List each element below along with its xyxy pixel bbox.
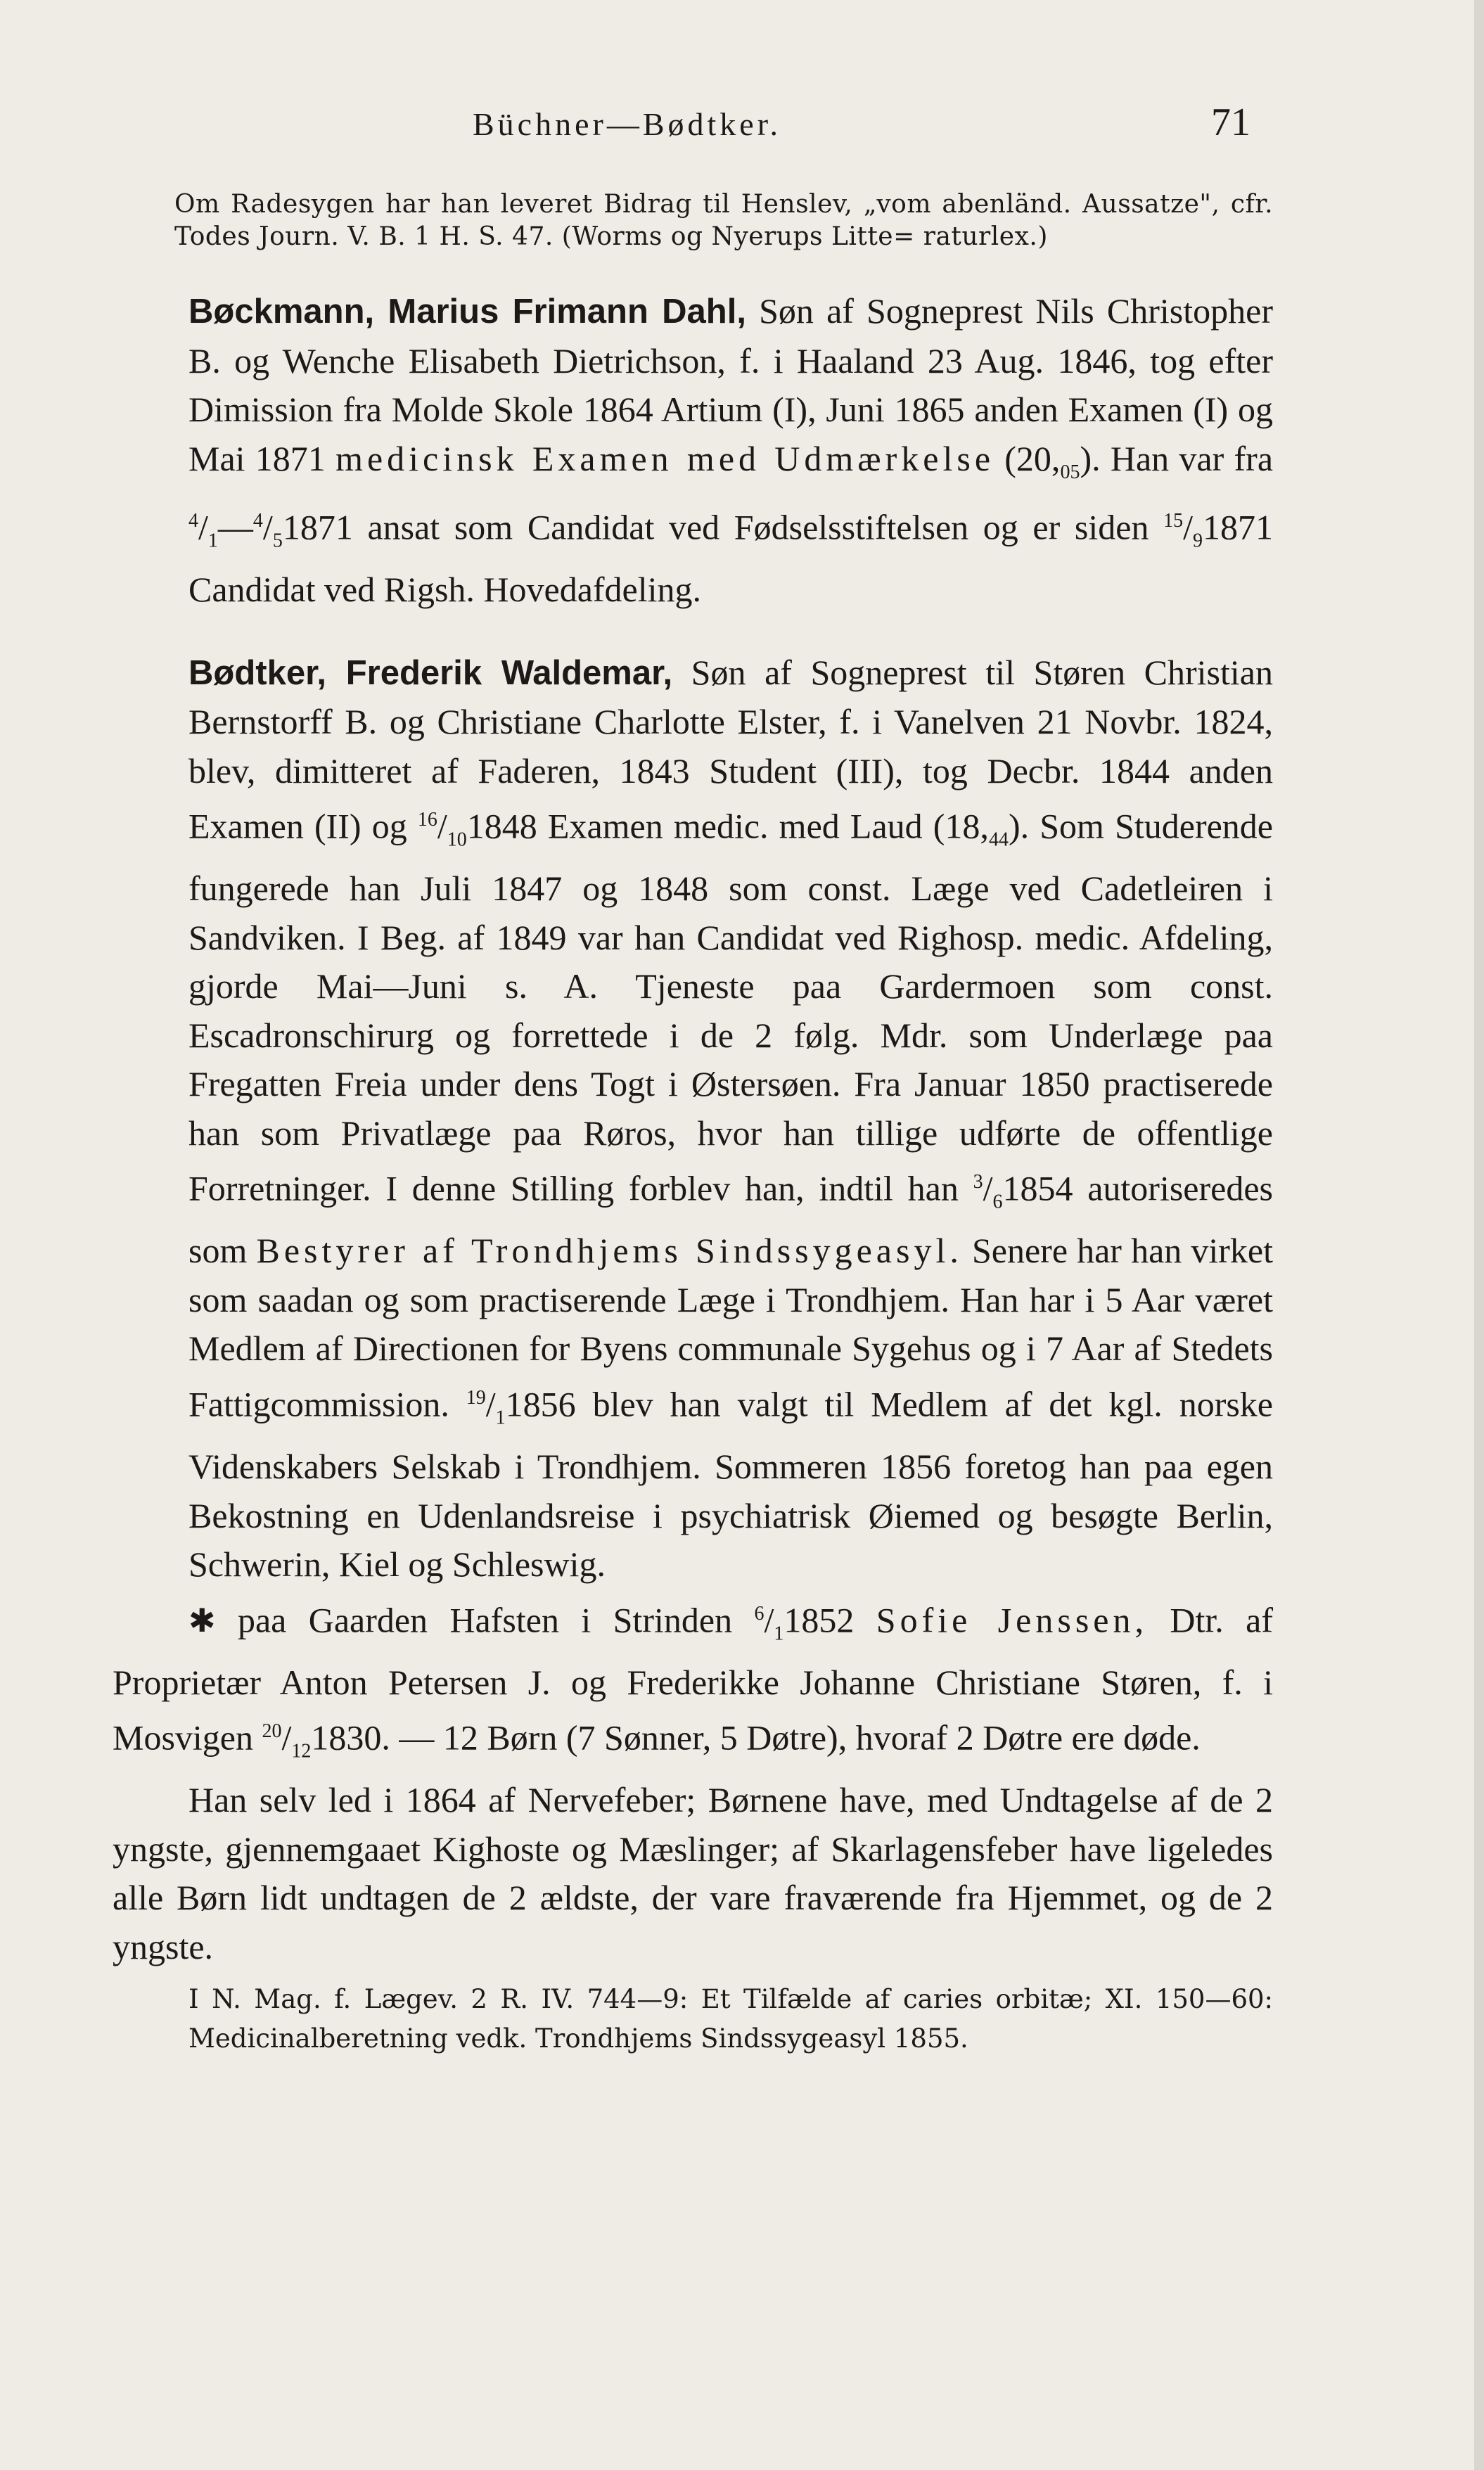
grade-subscript: 05 [1060, 461, 1080, 483]
date-fraction-den: 1 [207, 530, 218, 552]
running-head: Büchner—Bødtker. [473, 106, 781, 142]
date-fraction-den: 5 [272, 530, 283, 552]
entry-bockmann [113, 287, 1273, 615]
date-fraction-num: 19 [466, 1386, 486, 1409]
fraktur-text: Aussatze", cfr. Todes Journ. V. B. 1 H. S. 47. (Worms og Nyerups Litte= [174, 190, 1274, 251]
page-body [113, 188, 1273, 2059]
spouse-name: Sofie Jenssen, [876, 1600, 1148, 1640]
entry-headword: Bøckmann, Marius Frimann Dahl, [188, 293, 746, 331]
date-fraction-den: 12 [291, 1740, 312, 1762]
page-header [0, 101, 1484, 162]
date-fraction-num: 4 [252, 510, 263, 532]
marriage-paragraph: ✱ paa Gaarden Hafsten i Strinden $^6/_11852$ Sofie Jenssen, Dtr. af Proprietær Anton Petersen J. og Frederikke Johanne Christiane Støren, f. i Mosvigen $^{20}/_{12}1830$. — 12 Børn (7 Sønner, 5 Døtre), hvoraf 2 Døtre ere døde. [113, 1600, 1274, 1762]
fraktur-text: raturlex.) [923, 222, 1048, 251]
emphasized-text: Bestyrer af Trondhjems Sindssygeasyl. [256, 1231, 963, 1271]
date-fraction-num: 16 [417, 809, 437, 831]
date-fraction-den: 9 [1193, 530, 1203, 552]
date-fraction-num: 3 [973, 1171, 983, 1194]
date-fraction-den: 10 [447, 828, 467, 851]
entry-paragraph: Bødtker, Frederik Waldemar, Søn af Sogneprest til Støren Christian Bernstorff B. og Christiane Charlotte Elster, f. i Vanelven 21 Novbr. 1824, blev, dimitteret af Faderen, 1843 Student (III), tog Decbr. 1844 anden Examen (II) og $^{16}/_{10}1848$ Examen medic. med Laud $(18,_{44})$. Som Studerende fungerede han Juli 1847 og 1848 som const. Læge ved Cadetleiren i Sandviken. I Beg. af 1849 var han Candidat ved Righosp. medic. Afdeling, gjorde Mai—Juni s. A. Tjeneste paa Gardermoen som const. Escadronschirurg og forrettede i de 2 følg. Mdr. som Underlæge paa Fregatten Freia under dens Togt i Østersøen. Fra Januar 1850 practiserede han som Privatlæge paa Røros, hvor han tillige udførte de offentlige Forretninger. I denne Stilling forblev han, indtil han $^3/_61854$ autoriseredes som Bestyrer af Trondhjems Sindssygeasyl. Senere har han virket som saadan og som practiserende Læge i Trondhjem. Han har i 5 Aar været Medlem af Directionen for Byens communale Sygehus og i 7 Aar af Stedets Fattigcommission. $^{19}/_11856$ blev han valgt til Medlem af det kgl. norske Videnskabers Selskab i Trondhjem. Sommeren 1856 foretog han paa egen Bekostning en Udenlandsreise i psychiatrisk Øiemed og besøgte Berlin, Schwerin, Kiel og Schleswig. [188, 652, 1274, 1585]
date-fraction-den: 6 [992, 1191, 1003, 1213]
date-fraction-num: 4 [188, 510, 198, 532]
date-fraction-den: 1 [495, 1407, 506, 1429]
entry-paragraph: Bøckmann, Marius Frimann Dahl, Søn af Sogneprest Nils Christopher B. og Wenche Elisabeth Dietrichson, f. i Haaland 23 Aug. 1846, tog efter Dimission fra Molde Skole 1864 Artium (I), Juni 1865 anden Examen (I) og Mai 1871 medicinsk Examen med Udmærkelse $(20,_{05})$. Han var fra $^4/_1—^4/_51871$ ansat som Candidat ved Fødselsstiftelsen og er siden $^{15}/_91871$ Candidat ved Rigsh. Hovedafdeling. [188, 291, 1274, 610]
date-fraction-num: 6 [754, 1602, 765, 1625]
fraktur-note [113, 188, 1273, 253]
grade-subscript: 44 [988, 828, 1009, 851]
entry-bodtker [113, 648, 1273, 1972]
date-fraction-num: 15 [1163, 510, 1184, 532]
fraktur-text: Om Radesygen har han leveret Bidrag til Henslev, „vom abenländ. [174, 190, 1072, 219]
reference-line: I N. Mag. f. Lægev. 2 R. IV. 744—9: Et Tilfælde af caries orbitæ; XI. 150—60: Medicinalberetning vedk. Trondhjems Sindssygeasyl 1855. [188, 1984, 1273, 2054]
emphasized-text: medicinsk Examen med Udmærkelse [335, 438, 995, 478]
date-fraction-den: 1 [774, 1623, 784, 1645]
references [113, 1980, 1273, 2059]
date-fraction-num: 20 [262, 1720, 282, 1743]
page-number: 71 [1211, 101, 1250, 144]
illness-paragraph: Han selv led i 1864 af Nervefeber; Børnene have, med Undtagelse af de 2 yngste, gjennemgaaet Kighoste og Mæslinger; af Skarlagensfeber have ligeledes alle Børn lidt undtagen de 2 ældste, der vare fraværende fra Hjemmet, og de 2 yngste. [113, 1780, 1273, 1966]
marriage-star-icon: ✱ [188, 1603, 216, 1639]
entry-headword: Bødtker, Frederik Waldemar, [188, 653, 673, 692]
fraktur-note-line [113, 188, 1273, 253]
